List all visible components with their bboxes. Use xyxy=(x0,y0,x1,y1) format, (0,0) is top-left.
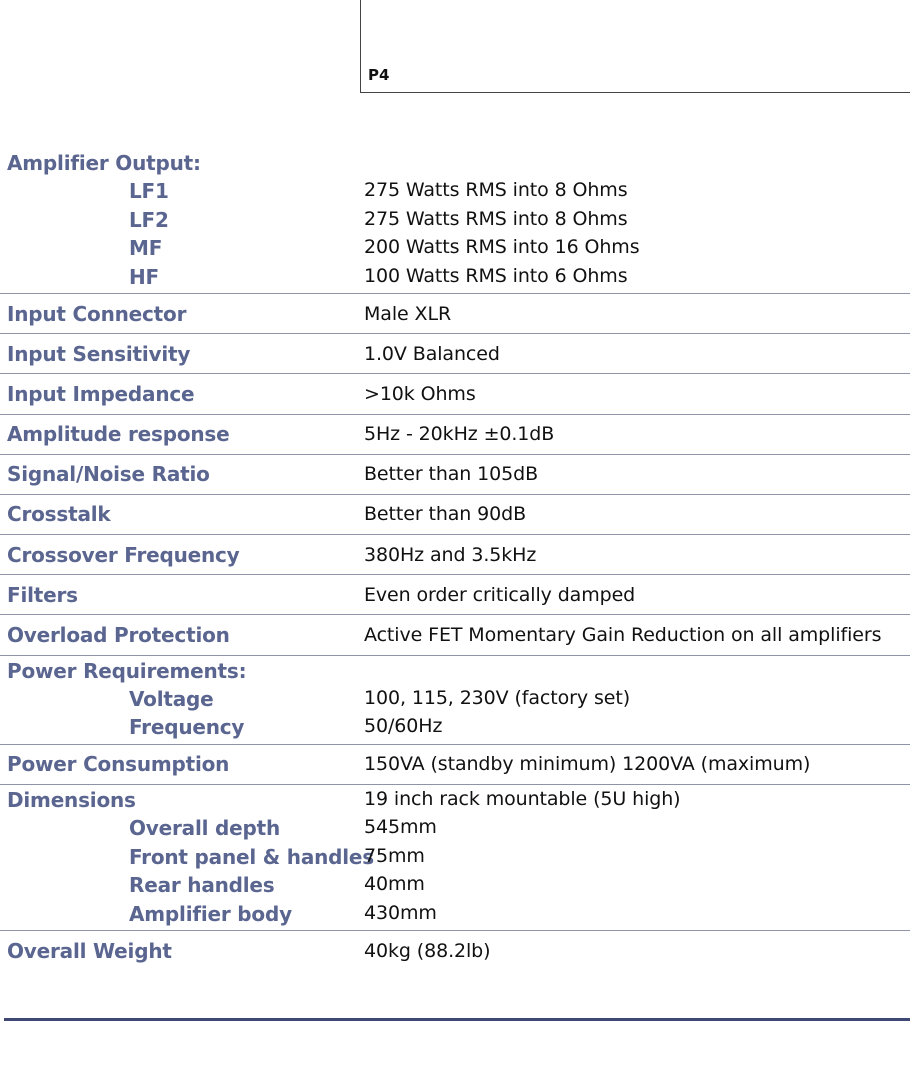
spec-sublabel: LF1 xyxy=(129,179,169,204)
spec-value: 430mm xyxy=(364,901,437,924)
spec-value: 100, 115, 230V (factory set) xyxy=(364,687,631,710)
spec-row-input-sensitivity xyxy=(0,334,910,374)
spec-row-signal-noise-ratio xyxy=(0,455,910,495)
spec-row-crossover-frequency xyxy=(0,535,910,575)
spec-value: >10k Ohms xyxy=(364,382,476,405)
page-header-box xyxy=(360,0,910,93)
spec-value: 40mm xyxy=(364,873,425,896)
spec-label: Signal/Noise Ratio xyxy=(7,462,210,487)
spec-value: 200 Watts RMS into 16 Ohms xyxy=(364,236,640,259)
spec-row-power-consumption xyxy=(0,745,910,785)
page-number: P4 xyxy=(368,66,390,84)
spec-sublabel: MF xyxy=(129,236,163,261)
specifications-table xyxy=(0,148,910,970)
spec-label: Overload Protection xyxy=(7,623,230,648)
spec-value: Active FET Momentary Gain Reduction on all amplifiers xyxy=(364,624,882,647)
spec-value: 50/60Hz xyxy=(364,715,443,738)
spec-value: 40kg (88.2lb) xyxy=(364,939,491,962)
spec-value: 150VA (standby minimum) 1200VA (maximum) xyxy=(364,753,811,776)
spec-row-crosstalk xyxy=(0,495,910,535)
bottom-divider xyxy=(4,1018,910,1021)
spec-value: Better than 90dB xyxy=(364,503,527,526)
spec-label: Dimensions xyxy=(7,788,136,812)
spec-value: 75mm xyxy=(364,844,425,867)
spec-row-dimensions xyxy=(0,785,910,931)
spec-label: Power Consumption xyxy=(7,752,230,777)
spec-row-power-requirements xyxy=(0,656,910,745)
spec-label: Input Connector xyxy=(7,301,187,326)
spec-row-input-connector xyxy=(0,294,910,334)
spec-value: 545mm xyxy=(364,816,437,839)
spec-label: Input Sensitivity xyxy=(7,341,191,366)
spec-row-filters xyxy=(0,575,910,615)
spec-row-overall-weight xyxy=(0,931,910,970)
spec-row-input-impedance xyxy=(0,374,910,414)
spec-value: Male XLR xyxy=(364,302,452,325)
spec-sublabel: Amplifier body xyxy=(129,901,292,926)
spec-value: 19 inch rack mountable (5U high) xyxy=(364,788,681,810)
spec-value: 275 Watts RMS into 8 Ohms xyxy=(364,179,628,202)
spec-row-amplifier-output xyxy=(0,148,910,294)
spec-label: Crosstalk xyxy=(7,502,111,527)
spec-sublabel: LF2 xyxy=(129,207,169,232)
spec-label: Filters xyxy=(7,582,78,607)
spec-sublabel: HF xyxy=(129,264,160,289)
spec-sublabel: Overall depth xyxy=(129,816,281,841)
spec-value: 1.0V Balanced xyxy=(364,342,500,365)
spec-row-amplitude-response xyxy=(0,415,910,455)
spec-value: 5Hz - 20kHz ±0.1dB xyxy=(364,423,555,446)
spec-sublabel: Frequency xyxy=(129,715,245,740)
spec-label: Overall Weight xyxy=(7,938,172,963)
spec-sublabel: Front panel & handles xyxy=(129,844,374,869)
spec-value: 100 Watts RMS into 6 Ohms xyxy=(364,264,628,287)
spec-label: Amplifier Output: xyxy=(7,151,201,175)
spec-value: Better than 105dB xyxy=(364,463,539,486)
spec-value: 275 Watts RMS into 8 Ohms xyxy=(364,207,628,230)
spec-sublabel: Voltage xyxy=(129,687,214,712)
spec-row-overload-protection xyxy=(0,615,910,655)
spec-label: Crossover Frequency xyxy=(7,542,240,567)
spec-label: Input Impedance xyxy=(7,381,195,406)
spec-label: Power Requirements: xyxy=(7,658,247,683)
spec-sublabel: Rear handles xyxy=(129,873,275,898)
spec-value: Even order critically damped xyxy=(364,583,636,606)
spec-value: 380Hz and 3.5kHz xyxy=(364,543,537,566)
spec-label: Amplitude response xyxy=(7,422,230,447)
